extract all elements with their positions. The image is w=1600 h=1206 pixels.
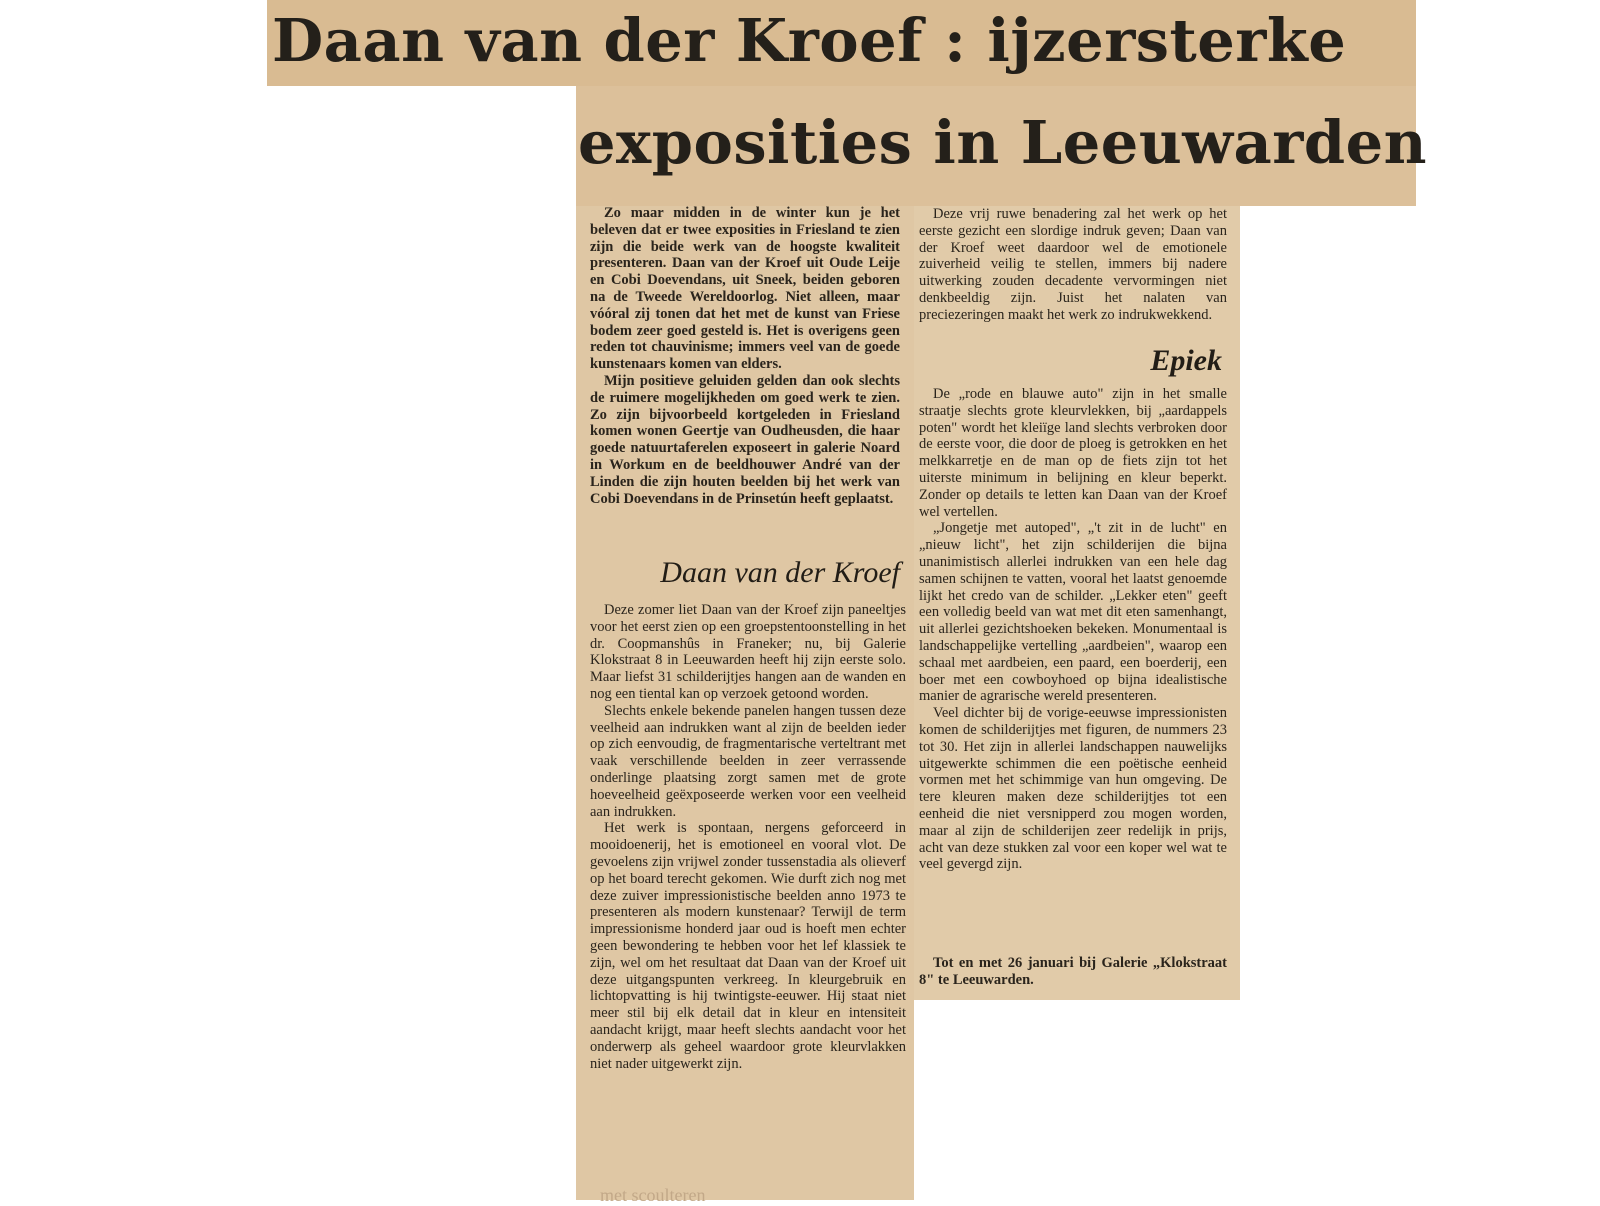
body-paragraph: Slechts enkele bekende panelen hangen tussen deze veelheid aan indrukken want al zijn de beelden ieder op zich eenvoudig, de fragmentarische verteltrant met vaak verschillende beelden in zeer verrassende onderlinge plaatsing zorgt samen met de grote hoeveelheid geëxposeerde werken voor een veelheid aan indrukken. — [590, 702, 906, 820]
column-1-intro — [590, 205, 900, 507]
column-2-closing — [919, 955, 1227, 989]
intro-paragraph: Mijn positieve geluiden gelden dan ook slechts de ruimere mogelijkheden om goed werk te zien. Zo zijn bijvoorbeeld kortgeleden in Friesland komen wonen Geertje van Oudheusden, die haar goede natuurtaferelen exposeert in galerie Noard in Workum en de beeldhouwer André van der Linden die zijn houten beelden bij het werk van Cobi Doevendans in de Prinsetún heeft geplaatst. — [590, 372, 900, 507]
body-paragraph: Deze zomer liet Daan van der Kroef zijn paneeltjes voor het eerst zien op een groepstentoonstelling in het dr. Coopmanshûs in Franeker; nu, bij Galerie Klokstraat 8 in Leeuwarden heeft hij zijn eerste solo. Maar liefst 31 schilderijtjes hangen aan de wanden en nog een tiental kan op verzoek getoond worden. — [590, 602, 906, 702]
body-paragraph: De „rode en blauwe auto" zijn in het smalle straatje slechts grote kleurvlekken, bij „aardappels poten" wordt het kleiïge land slechts verbroken door de eerste voor, die door de ploeg is getrokken en het melkkarretje en de man op de fiets zijn tot het uiterste minimum in belijning en kleur beperkt. Zonder op details te letten kan Daan van der Kroef wel vertellen. — [919, 386, 1227, 520]
closing-note: Tot en met 26 januari bij Galerie „Klokstraat 8" te Leeuwarden. — [919, 955, 1227, 988]
headline-line-2: exposities in Leeuwarden — [578, 108, 1428, 177]
body-paragraph: Veel dichter bij de vorige-eeuwse impressionisten komen de schilderijtjes met figuren, de nummers 23 tot 30. Het zijn in allerlei landschappen nauwelijks uitgewerkte schimmen die een poëtische eenheid vormen met het schimmige van hun omgeving. De tere kleuren maken deze schilderijtjes tot een eenheid die niet versnipperd zou mogen worden, maar al zijn de schilderijen zeer redelijk in prijs, acht van deze stukken zal voor een koper wel wat te veel gevergd zijn. — [919, 705, 1227, 873]
body-paragraph: Deze vrij ruwe benadering zal het werk op het eerste gezicht een slordige indruk geven; Daan van der Kroef weet daardoor wel de emotionele zuiverheid veilig te stellen, immers bij nadere uitwerking zouden decadente vervormingen niet denkbeeldig zijn. Juist het nalaten van preciezeringen maakt het werk zo indrukwekkend. — [919, 206, 1227, 323]
subhead-epiek: Epiek — [1150, 344, 1222, 377]
body-paragraph: „Jongetje met autoped", „'t zit in de lucht" en „nieuw licht", het zijn schilderijen die bijna unanimistisch allerlei indrukken van een hele dag samen schijnen te vatten, vooral het laatst genoemde lijkt het credo van de schilder. „Lekker eten" geeft een volledig beeld van wat met dit eten samenhangt, uit allerlei gezichtshoeken bekeken. Monumentaal is landschappelijke vertelling „aardbeien", waarop een schaal met aardbeien, een paard, een boerderij, een boer met een cowboyhoed op bijna idealistische manier de agrarische wereld presenteren. — [919, 520, 1227, 705]
faded-bottom-text: met scoulteren — [600, 1185, 706, 1205]
column-2-top — [919, 206, 1227, 324]
intro-paragraph: Zo maar midden in de winter kun je het beleven dat er twee exposities in Friesland te zien zijn die beide werk van de hoogste kwaliteit presenteren. Daan van der Kroef uit Oude Leije en Cobi Doevendans, uit Sneek, beiden geboren na de Tweede Wereldoorlog. Niet alleen, maar vóóral zij tonen dat het met de kunst van Friese bodem zeer goed gesteld is. Het is overigens geen reden tot chauvinisme; immers veel van de goede kunstenaars komen van elders. — [590, 205, 900, 373]
column-1-body — [590, 602, 906, 1072]
body-paragraph: Het werk is spontaan, nergens geforceerd in mooidoenerij, het is emotioneel en vooral vlot. De gevoelens zijn vrijwel zonder tussenstadia als olieverf op het board terecht gekomen. Wie durft zich nog met deze zuiver impressionistische beelden anno 1973 te presenteren als modern kunstenaar? Terwijl de term impressionisme honderd jaar oud is hoeft men echter geen bewondering te hebben voor het lef klassiek te zijn, wel om het resultaat dat Daan van der Kroef uit deze uitgangspunten verkreeg. In kleurgebruik en lichtopvatting is hij twintigste-eeuwer. Hij staat niet meer stil bij elk detail dat in kleur en intensiteit aandacht krijgt, maar heeft slechts aandacht voor het onderwerp als geheel waardoor grote kleurvlakken niet nader uitgewerkt zijn. — [590, 820, 906, 1072]
subhead-daan-van-der-kroef: Daan van der Kroef — [660, 556, 900, 589]
headline-line-1: Daan van der Kroef : ijzersterke — [272, 6, 1347, 75]
column-2-body — [919, 386, 1227, 873]
